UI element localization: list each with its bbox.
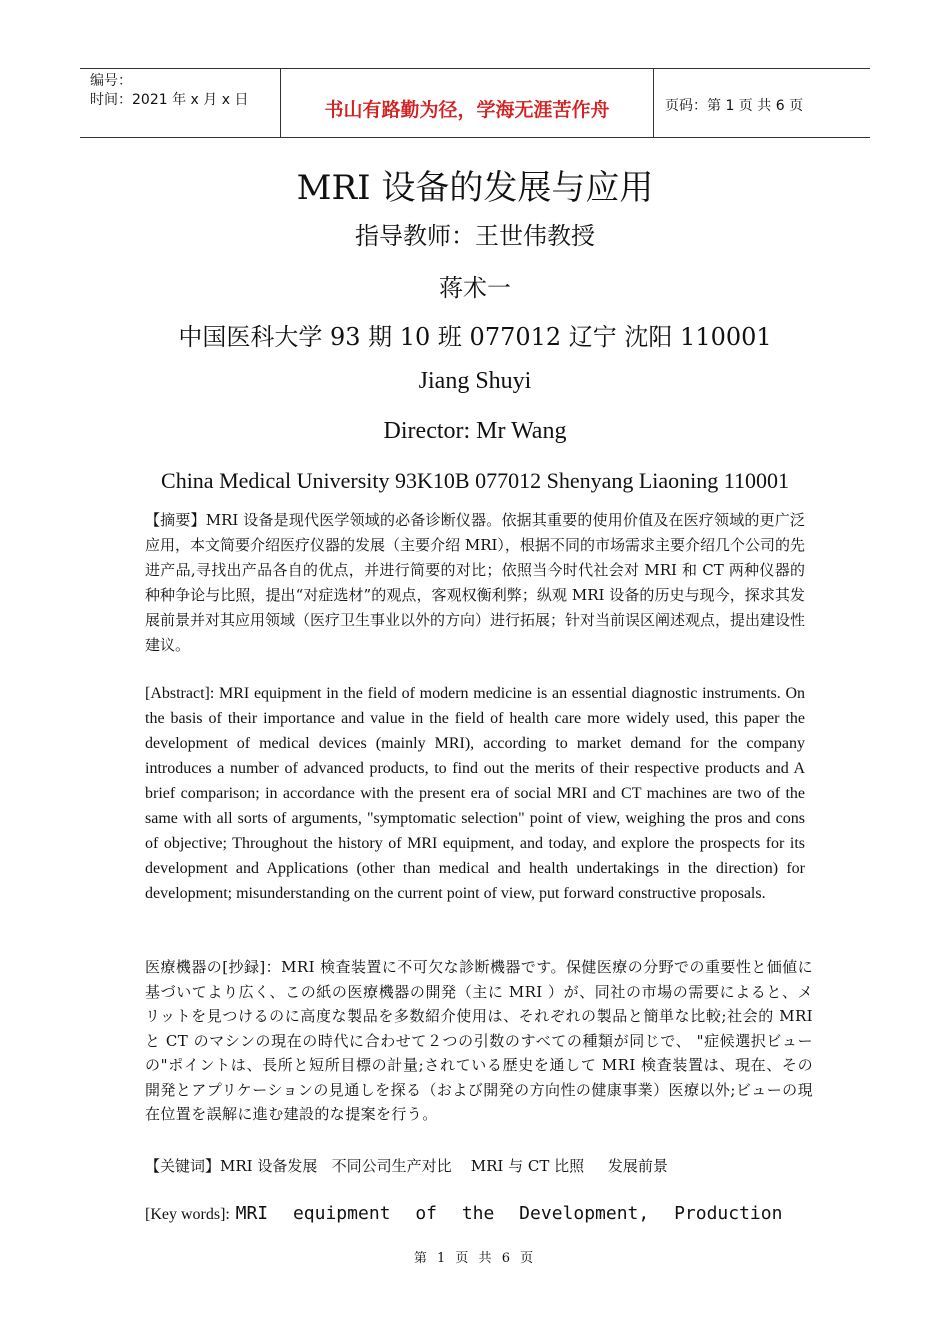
header-time: 时间：2021 年 x 月 x 日 — [90, 92, 249, 108]
header-page-cell — [654, 69, 870, 137]
keywords-english — [145, 1203, 807, 1224]
header-meta-cell — [80, 69, 281, 137]
advisor-en: Director: Mr Wang — [383, 418, 567, 444]
page-header — [80, 68, 870, 138]
affiliation-cn: 中国医科大学 93 期 10 班 077012 辽宁 沈阳 110001 — [178, 323, 772, 351]
keywords-en-label: [Key words]: — [145, 1206, 230, 1223]
affiliation-en: China Medical University 93K10B 077012 Shenyang Liaoning 110001 — [161, 468, 789, 493]
header-number: 编号： — [90, 73, 132, 89]
document-title: MRI 设备的发展与应用 — [296, 168, 654, 208]
author-cn: 蒋术一 — [439, 274, 511, 302]
header-motto: 书山有路勤为径，学海无涯苦作舟 — [324, 99, 610, 121]
abstract-japanese: 医療機器の[抄録]：MRI 検査装置に不可欠な診断機器です。保健医療の分野での重要性と価値に基づいてより広く、この紙の医療機器の開発（主に MRI ）が、同社の市場の需要によると、メリットを見つけるのに高度な製品を多数紹介使用は、それぞれの製品と簡単な比較;社会的 MRI と CT のマシンの現在の時代に合わせて２つの引数のすべての種類が同じで、 "症候選択ビューの"ポイントは、長所と短所目標の計量;されている歴史を通して MRI 検査装置は、現在、その開発とアプリケーションの見通しを探る（および開発の方向性の健康事業）医療以外;ビューの現在位置を誤解に進む建設的な提案を行う。 — [145, 958, 813, 1123]
abstract-chinese: 【摘要】MRI 设备是现代医学领域的必备诊断仪器。依据其重要的使用价值及在医疗领域的更广泛应用，本文简要介绍医疗仪器的发展（主要介绍 MRI），根据不同的市场需求主要介绍几个公司的先进产品,寻找出产品各自的优点，并进行简要的对比；依照当今时代社会对 MRI 和 CT 两种仪器的种种争论与比照，提出“对症选材”的观点，客观权衡利弊；纵观 MRI 设备的历史与现今，探求其发展前景并对其应用领域（医疗卫生事业以外的方向）进行拓展；针对当前误区阐述观点，提出建设性建议。 — [145, 511, 806, 654]
advisor-cn: 指导教师：王世伟教授 — [355, 222, 595, 250]
keywords-chinese: 【关键词】MRI 设备发展 不同公司生产对比 MRI 与 CT 比照 发展前景 — [145, 1157, 668, 1175]
author-en: Jiang Shuyi — [418, 368, 532, 394]
page-footer: 第 1 页 共 6 页 — [413, 1251, 537, 1266]
header-motto-cell — [281, 69, 654, 137]
keywords-en-value: MRI equipment of the Development, Production — [235, 1203, 783, 1224]
abstract-english: [Abstract]: MRI equipment in the field of modern medicine is an essential diagnostic instruments. On the basis of their importance and value in the field of health care more widely used, this paper the development of medical devices (mainly MRI), according to market demand for the company introduces a number of advanced products, to find out the merits of their respective products and A brief comparison; in accordance with the present era of social MRI and CT machines are two of the same with all sorts of arguments, "symptomatic selection" point of view, weighing the pros and cons of objective; Throughout the history of MRI equipment, and today, and explore the prospects for its development and Applications (other than medical and health undertakings in the direction) for development; misunderstanding on the current point of view, put forward constructive proposals. — [145, 685, 805, 902]
header-page-info: 页码：第 1 页 共 6 页 — [665, 98, 804, 114]
